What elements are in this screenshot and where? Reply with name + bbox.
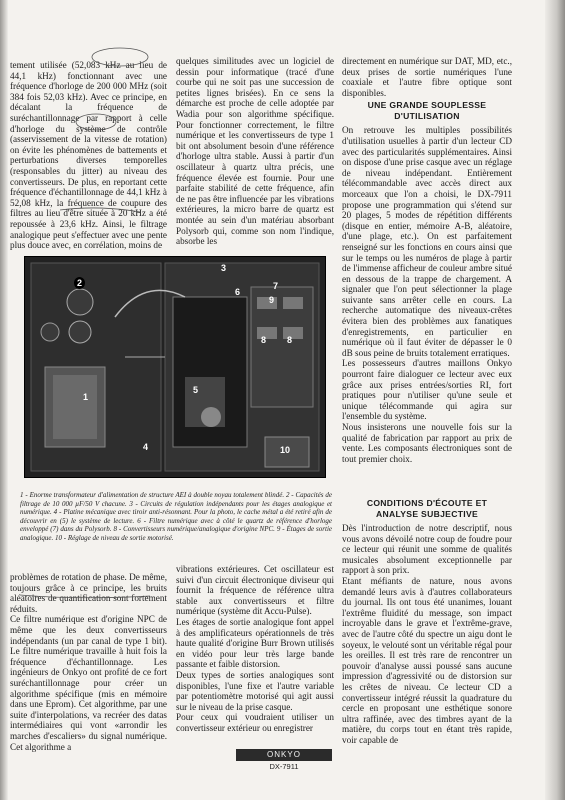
column-3 xyxy=(342,56,512,464)
photo-label-8a: 8 xyxy=(261,335,267,345)
footer-brand: ONKYO xyxy=(236,749,332,761)
photo-label-8b: 8 xyxy=(287,335,293,345)
photo-label-9: 9 xyxy=(269,295,275,305)
paragraph: Les étages de sortie analogique font appel à des amplificateurs opérationnels de très haute qualité d'origine Burr Brown utilisés en vidéo pour leur très large bande passante et faible distorsion. xyxy=(176,616,334,670)
photo-label-10: 10 xyxy=(280,445,291,455)
paragraph: tement utilisée (52,083 kHz au lieu de 44,1 kHz) fonctionnant avec une fréquence d'horloge de 200 000 MHz (soit 384 fois 52,03 kHz). Avec ce principe, en décalant la fréquence de suréchantillonnage par rapport à celle d'horloge du système de contrôle (asservissement de la vitesse de rotation) on évite les phénomènes de battements et perturbations diverses temporelles (responsables du jitter) au niveau des convertisseurs. De plus, en reportant cette fréquence d'échantillonnage de 44,1 kHz à 52,08 kHz, la fréquence de coupure des filtres au lieu d'être située à 20 kHz a été repoussée à 23,6 kHz. Ainsi, le filtrage analogique peut s'effectuer avec une pente plus douce avec, en corrélation, moins de xyxy=(10,60,167,251)
column-3-bottom xyxy=(342,496,512,745)
paragraph: vibrations extérieures. Cet oscillateur est suivi d'un circuit électronique diviseur qui fournit la fréquence de référence ultra stable aux convertisseurs et filtre numérique (système dit Accu-Pulse). xyxy=(176,564,334,617)
paragraph: Les possesseurs d'autres maillons Onkyo pourront faire dialoguer ce lecteur avec eux grâce aux prises entrées/sorties RI, fort pratiques pour n'utiliser qu'une seule et unique télécommande qui agira sur l'ensemble du système. xyxy=(342,358,512,422)
photo-label-4: 4 xyxy=(143,442,149,452)
paragraph: Deux types de sorties analogiques sont disponibles, l'une fixe et l'autre variable par potentiomètre motorisé qui agit aussi sur le niveau de la prise casque. xyxy=(176,669,334,712)
paragraph: quelques similitudes avec un logiciel de dessin pour informatique (tracé d'une courbe qui ne soit pas une succession de petites lignes brisées). En ce sens la démarche est proche de celle adoptée par Wadia pour son algorithme spécifique. Pour fonctionner correctement, le filtre numérique et les convertisseurs de type 1 bit ont absolument besoin d'une référence d'horloge ultra stable. Aussi à partir d'un oscillateur à quartz ultra précis, une fréquence élevée est fournie. Pour une parfaite stabilité de cette fréquence, afin de ne pas être influencée par les vibrations extérieures, la micro barre de quartz est montée au sein d'un matériau absorbant Polysorb qui, comme son nom l'indique, absorbe les xyxy=(176,56,334,247)
photo-label-3: 3 xyxy=(221,263,227,273)
paragraph: directement en numérique sur DAT, MD, etc., deux prises de sortie numériques l'une coaxiale et l'autre fibre optique sont disponibles. xyxy=(342,56,512,98)
paragraph: Ce filtre numérique est d'origine NPC de même que les deux convertisseurs indépendants (un par canal de type 1 bit). Le filtre numérique travaille à huit fois la fréquence d'échantillonnage. Les ingénieurs de Onkyo ont profité de ce fort suréchantillonnage pour créer un algorithme spécifique (mis en mémoire dans une Eprom). Cet algorithme, par une suite d'interpolations, va recréer des datas intermédiaires qui vont «arrondir les marches d'escaliers» du signal numérique. Cet algorithme a xyxy=(10,614,167,752)
binding-shadow xyxy=(0,0,8,800)
column-1-bottom xyxy=(10,572,167,752)
circuit-illustration xyxy=(25,257,325,477)
photo-label-1: 1 xyxy=(83,392,89,402)
section-heading-2: CONDITIONS D'ÉCOUTE ET ANALYSE SUBJECTIVE xyxy=(366,498,488,519)
paragraph: Dès l'introduction de notre descriptif, nous vous avons dévoilé notre coup de foudre pour ce lecteur qui réunit une somme de qualités musicales absolument exceptionnelle par rapport à son prix. xyxy=(342,523,512,576)
paragraph: problèmes de rotation de phase. De même, toujours grâce à ce principe, les bruits aléatoires de quantification sont fortement réduits. xyxy=(10,572,167,614)
photo-label-6: 6 xyxy=(235,287,241,297)
paragraph: Pour ceux qui voudraient utiliser un convertisseur extérieur ou enregistrer xyxy=(176,712,334,733)
photo-label-2: 2 xyxy=(74,277,85,289)
page-edge-shadow xyxy=(545,0,565,800)
column-2-top xyxy=(176,56,334,247)
column-2-bottom xyxy=(176,564,334,734)
photo-caption: 1 - Enorme transformateur d'alimentation de structure AEI à double noyau totalement blindé. 2 - Capacités de filtrage de 10 000 µF/50 V chacune. 3 - Circuits de régulation indépendants pour les étages analogique et numérique. 4 - Platine mécanique avec tiroir anti-résonnant. Pour la photo, le cache métal a été retiré afin de découvrir en (5) le système de lecture. 6 - Filtre numérique avec à côté le quartz de référence d'horloge enveloppé (7) dans du Polysorb. 8 - Convertisseurs numérique/analogique d'origine NPC. 9 - Étages de sortie analogique. 10 - Réglage de niveau de sortie motorisé. xyxy=(20,491,332,542)
paragraph: Nous insisterons une nouvelle fois sur la qualité de fabrication par rapport au prix de vente. Les composants électroniques sont de tout premier choix. xyxy=(342,422,512,464)
photo-label-7: 7 xyxy=(273,281,279,291)
section-heading-1: UNE GRANDE SOUPLESSE D'UTILISATION xyxy=(367,100,487,122)
circuit-board-photo xyxy=(24,256,326,478)
column-1-top xyxy=(10,60,167,251)
footer-model: DX-7911 xyxy=(269,762,299,771)
paragraph: Etant méfiants de nature, nous avons demandé leurs avis à d'autres collaborateurs du journal. Ils ont tous été unanimes, louant l'extrême fluidité du message, son impact incroyable dans le grave et l'extrême-grave, avec de l'autre côté du spectre un aigu dont le soyeux, le velouté sont un véritable régal pour les oreilles. Il est très rare de rencontrer un pouvoir d'analyse aussi poussé sans aucune impression d'agressivité ou de distorsion sur les crêtes de niveau. Ce lecteur CD a convertisseur intégré réussit la quadrature du cercle en proposant une esthétique sonore ultra raffinée, avec des timbres ayant de la matière, du corps tout en étant très rapide, voir capable de xyxy=(342,575,512,745)
photo-label-5: 5 xyxy=(193,385,199,395)
paragraph: On retrouve les multiples possibilités d'utilisation usuelles à partir d'un lecteur CD avec des particularités supplémentaires. Ainsi on dispose d'une prise casque avec un réglage de niveau indépendant. Entièrement télécommandable avec accès direct aux morceaux que l'on a choisi, le DX-7911 propose une programmation qui s'étend sur 20 plages, 5 modes de répétition différents (disque en entier, mémoire A-B, aléatoire, d'une plage, etc.). On est parfaitement renseigné sur les fonctions en cours ainsi que sur le temps ou les numéros de plage à partir de l'immense afficheur de couleur ambre situé en dessous de la trappe de chargement. A signaler que l'on peut sélectionner la plage suivante sans arrêter celle en cours. La recherche automatique des niveaux-crêtes évitera bien des problèmes aux fanatiques d'enregistrements, en particulier en numérique où il faut éviter de dépasser le 0 dB sous peine de bruits totalement erratiques. xyxy=(342,125,512,358)
